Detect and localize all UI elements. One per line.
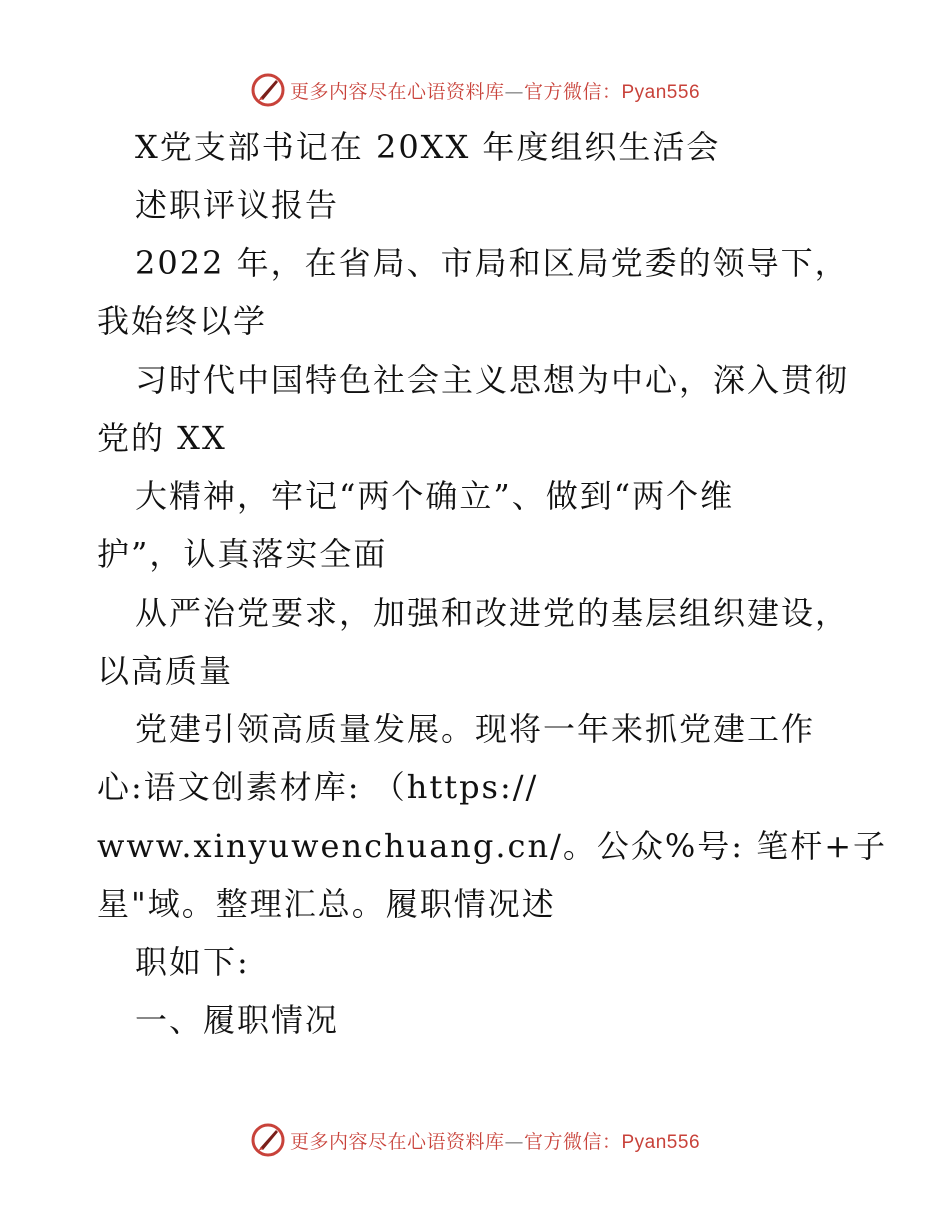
paragraph-line: 星"域。整理汇总。履职情况述 xyxy=(97,885,556,923)
paragraph-line: 从严治党要求，加强和改进党的基层组织建设， xyxy=(135,594,850,632)
paragraph-line: 护”，认真落实全面 xyxy=(97,535,388,573)
paragraph-line: 大精神，牢记“两个确立”、做到“两个维 xyxy=(135,477,735,515)
doc-title-line-2: 述职评议报告 xyxy=(135,186,340,224)
header-watermark xyxy=(0,70,950,110)
paragraph-line: 习时代中国特色社会主义思想为中心，深入贯彻 xyxy=(135,361,850,399)
quill-logo-icon xyxy=(250,72,286,108)
quill-logo-icon xyxy=(250,1122,286,1158)
paragraph-line: 职如下: xyxy=(135,943,250,981)
section-heading: 一、履职情况 xyxy=(135,1001,340,1039)
paragraph-line: 2022 年，在省局、市局和区局党委的领导下， xyxy=(135,244,849,282)
paragraph-line: 党建引领高质量发展。现将一年来抓党建工作 xyxy=(135,710,816,748)
doc-title-line-1: X党支部书记在 20XX 年度组织生活会 xyxy=(135,128,721,166)
footer-watermark xyxy=(0,1120,950,1160)
paragraph-line: 以高质量 xyxy=(97,652,234,690)
paragraph-line: www.xinyuwenchuang.cn/。公众%号: 笔杆+子 xyxy=(97,827,888,865)
watermark-text: 更多内容尽在心语资料库—官方微信：Pyan556 xyxy=(289,1130,701,1153)
paragraph-line: 心:语文创素材库: （https:// xyxy=(97,768,539,806)
paragraph-line: 党的 XX xyxy=(97,419,227,457)
watermark-text: 更多内容尽在心语资料库—官方微信：Pyan556 xyxy=(289,80,701,103)
paragraph-line: 我始终以学 xyxy=(97,302,268,340)
